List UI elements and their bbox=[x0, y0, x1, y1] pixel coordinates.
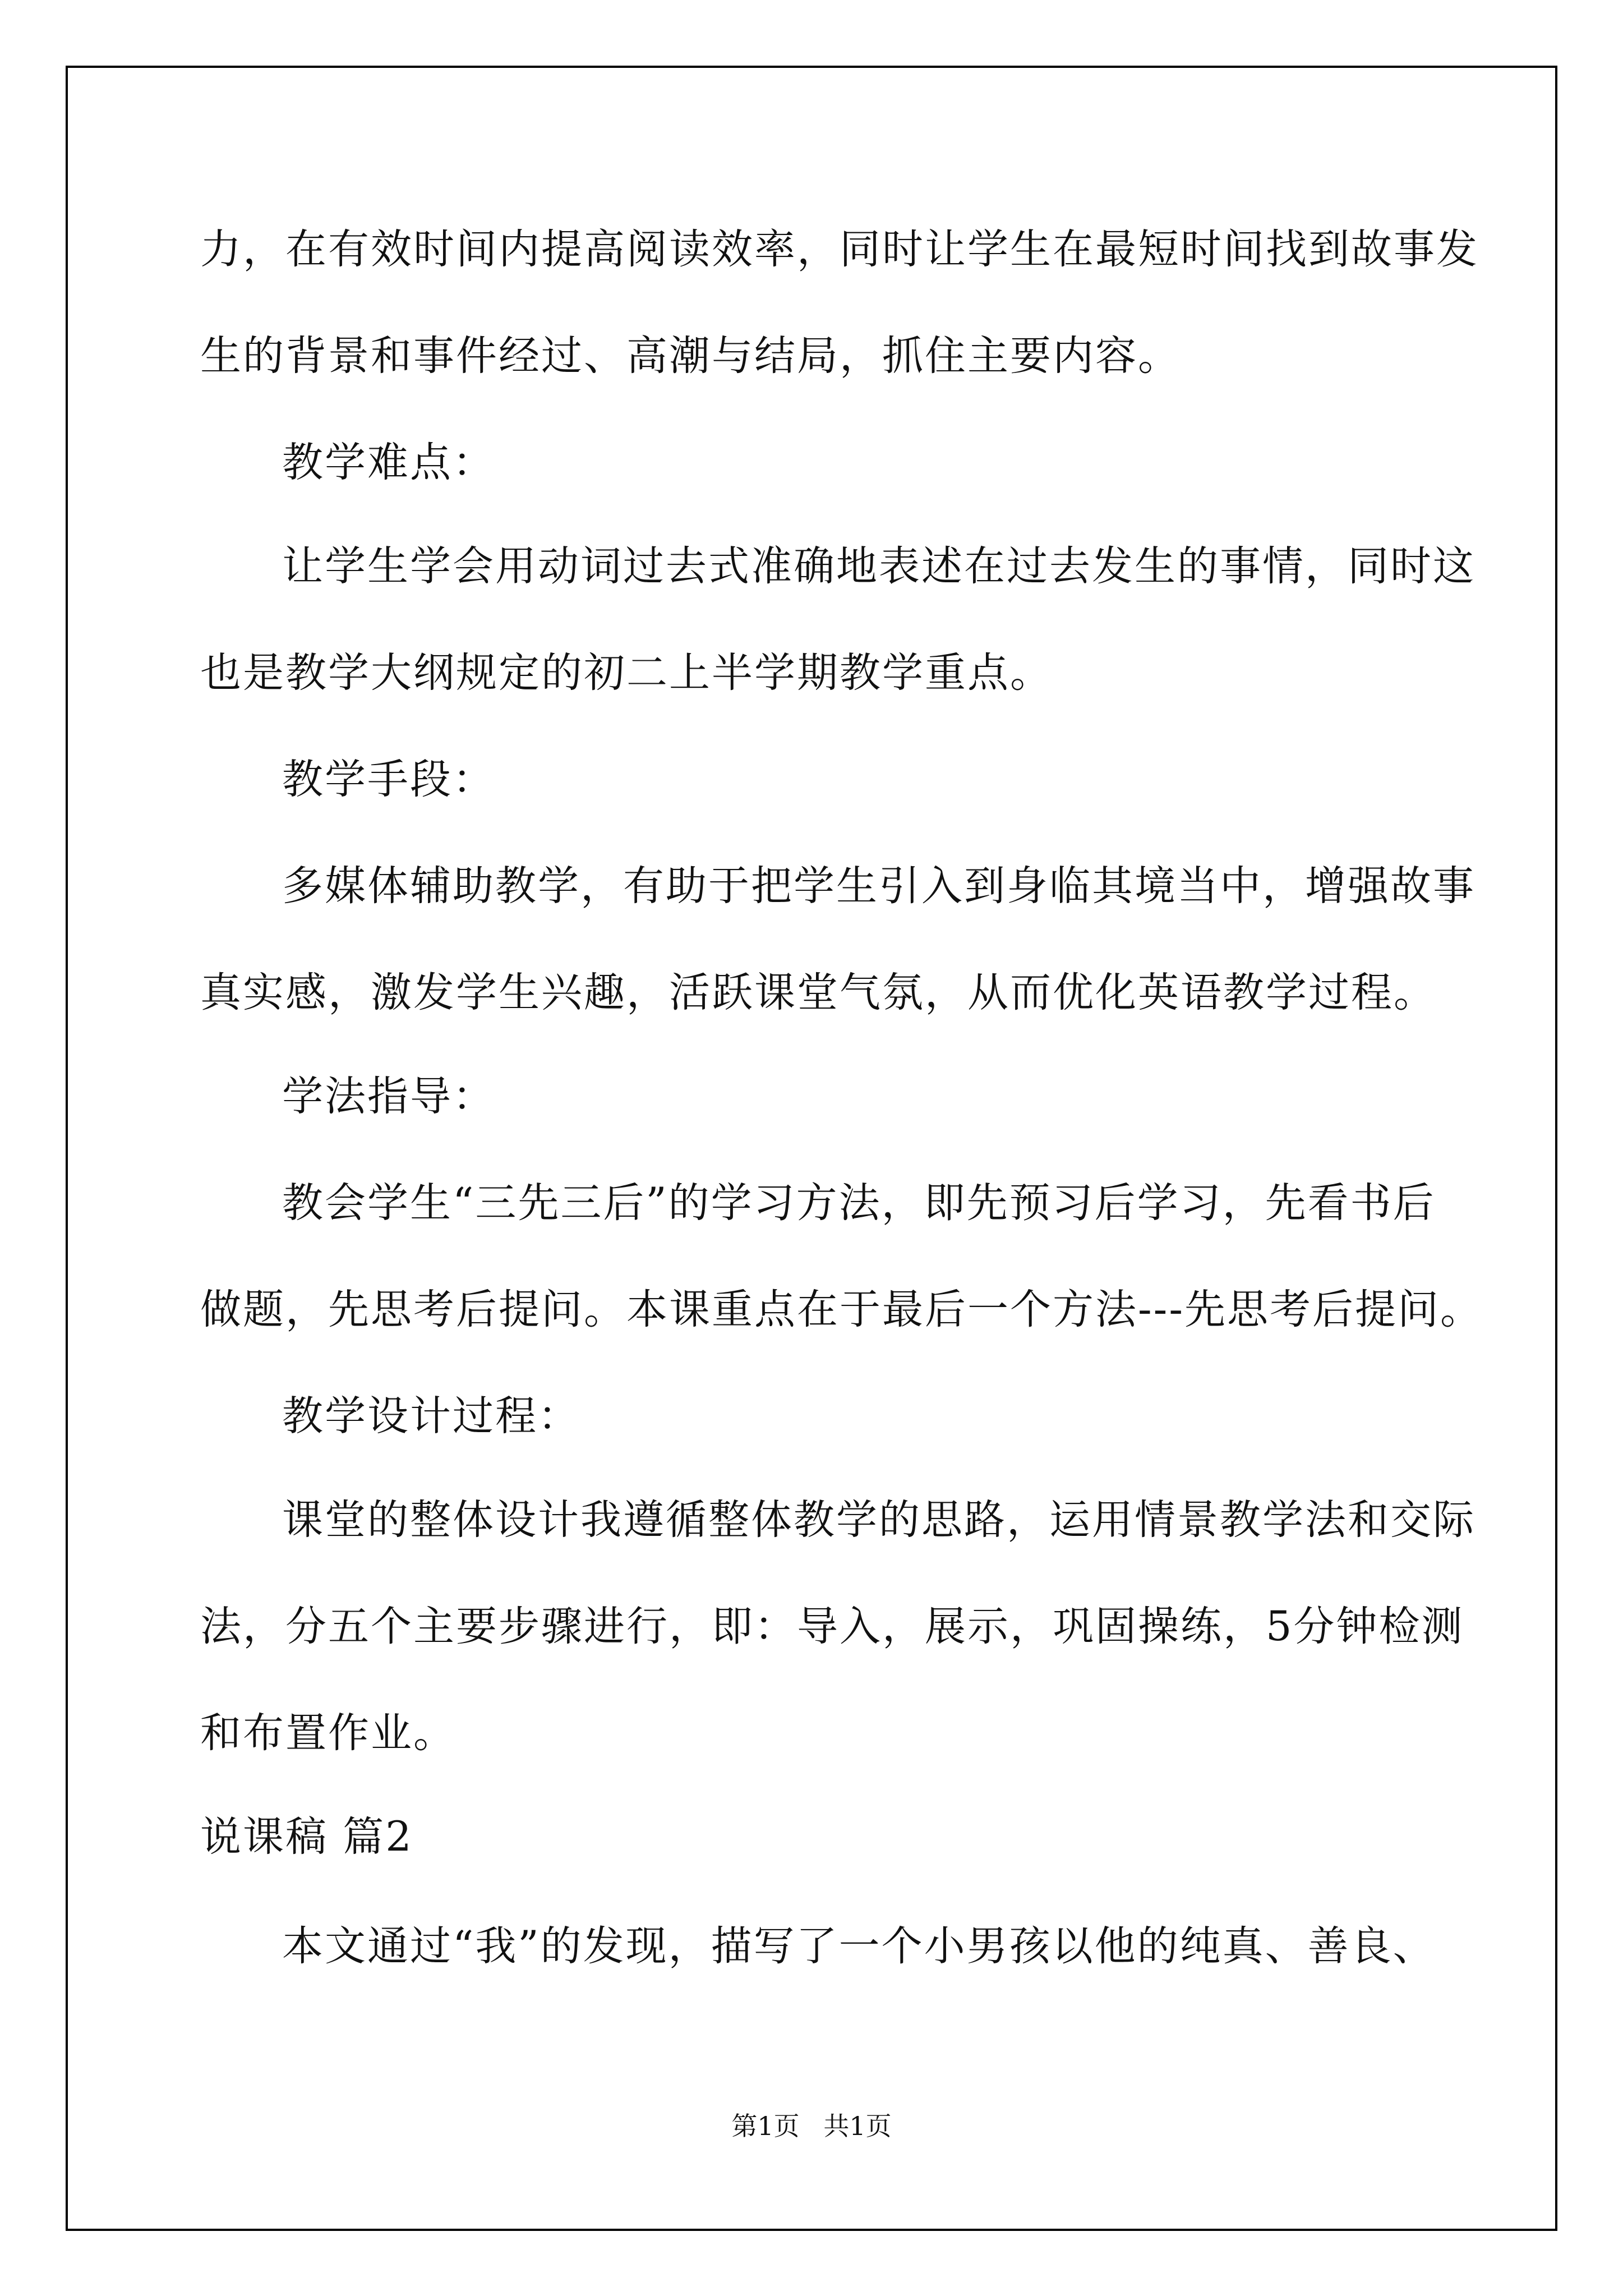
text-line: 做题，先思考后提问。本课重点在于最后一个方法---先思考后提问。 bbox=[200, 1286, 1483, 1333]
text-line: 本文通过“我”的发现，描写了一个小男孩以他的纯真、善良、 bbox=[282, 1922, 1436, 1970]
section-heading: 学法指导： bbox=[282, 1073, 495, 1120]
page-footer bbox=[0, 2109, 1623, 2143]
text-line: 让学生学会用动词过去式准确地表述在过去发生的事情，同时这 bbox=[282, 542, 1476, 590]
section-heading: 教学设计过程： bbox=[282, 1392, 580, 1440]
text-line: 法，分五个主要步骤进行，即：导入，展示，巩固操练，5分钟检测 bbox=[200, 1603, 1464, 1650]
text-line: 教会学生“三先三后”的学习方法，即先预习后学习，先看书后 bbox=[282, 1179, 1436, 1227]
section-heading: 教学难点： bbox=[282, 439, 495, 486]
section-heading: 教学手段： bbox=[282, 756, 495, 803]
text-line: 力，在有效时间内提高阅读效率，同时让学生在最短时间找到故事发 bbox=[200, 226, 1479, 273]
text-line: 课堂的整体设计我遵循整体教学的思路，运用情景教学法和交际 bbox=[282, 1496, 1476, 1544]
text-line: 真实感，激发学生兴趣，活跃课堂气氛，从而优化英语教学过程。 bbox=[200, 969, 1436, 1016]
text-line: 多媒体辅助教学，有助于把学生引入到身临其境当中，增强故事 bbox=[282, 862, 1476, 910]
text-line: 也是教学大纲规定的初二上半学期教学重点。 bbox=[200, 649, 1053, 697]
page-border bbox=[66, 66, 1557, 2231]
text-line: 和布置作业。 bbox=[200, 1709, 456, 1757]
text-line: 生的背景和事件经过、高潮与结局，抓住主要内容。 bbox=[200, 332, 1181, 380]
page-total: 共1页 bbox=[823, 2111, 892, 2141]
article-title: 说课稿 篇2 bbox=[200, 1813, 413, 1861]
page-number: 第1页 bbox=[731, 2111, 800, 2141]
